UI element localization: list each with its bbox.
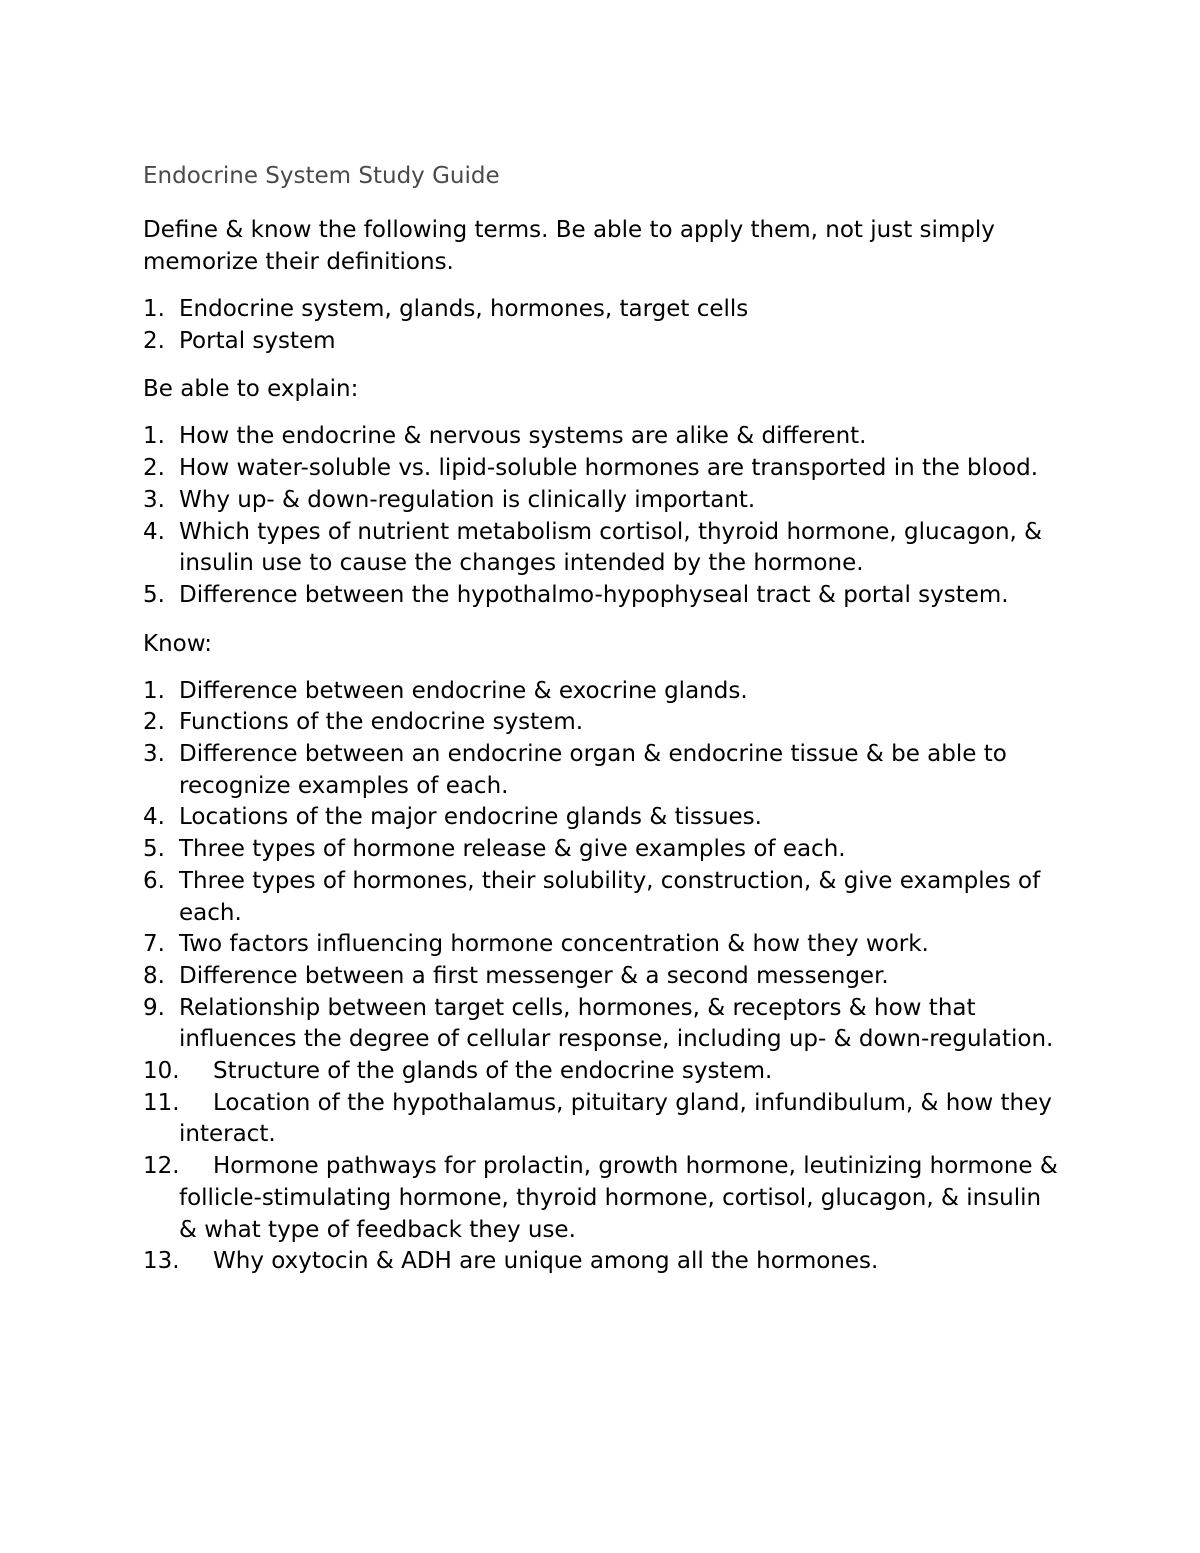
list-number: 12. (143, 1153, 180, 1180)
list-number: 3. (143, 486, 165, 513)
list-text: Why oxytocin & ADH are unique among all the hormones. (213, 1248, 879, 1275)
list-item (143, 326, 1060, 358)
list-number: 2. (143, 709, 165, 736)
list-item (143, 485, 1060, 517)
list-text: Why up- & down-regulation is clinically important. (179, 486, 756, 513)
list-number: 2. (143, 327, 165, 354)
explain-list (143, 421, 1060, 611)
list-item (143, 294, 1060, 326)
list-text: Structure of the glands of the endocrine system. (213, 1058, 773, 1085)
list-item (143, 707, 1060, 739)
list-item (143, 961, 1060, 993)
list-number: 6. (143, 867, 165, 894)
list-item (143, 1088, 1060, 1151)
list-text: How water-soluble vs. lipid-soluble hormones are transported in the blood. (179, 455, 1039, 482)
list-number: 11. (143, 1089, 180, 1116)
list-item (143, 993, 1060, 1056)
list-item (143, 1056, 1060, 1088)
list-item (143, 517, 1060, 580)
list-number: 13. (143, 1248, 180, 1275)
list-text: Which types of nutrient metabolism cortisol, thyroid hormone, glucagon, & insulin use to cause the changes intended by the hormone. (179, 518, 1043, 577)
list-text: Two factors influencing hormone concentration & how they work. (179, 931, 929, 958)
list-text: Location of the hypothalamus, pituitary gland, infundibulum, & how they interact. (179, 1089, 1052, 1148)
list-number: 5. (143, 581, 165, 608)
list-number: 1. (143, 423, 165, 450)
know-heading: Know: (143, 630, 213, 657)
list-number: 1. (143, 296, 165, 322)
list-text: Portal system (179, 327, 336, 354)
list-number: 4. (143, 518, 165, 545)
list-item (143, 580, 1060, 612)
list-text: Three types of hormone release & give examples of each. (179, 836, 846, 863)
list-text: Difference between an endocrine organ & endocrine tissue & be able to recognize examples of each. (179, 741, 1007, 799)
list-number: 1. (143, 677, 165, 704)
list-text: Locations of the major endocrine glands & tissues. (179, 804, 762, 831)
list-text: Endocrine system, glands, hormones, target cells (179, 296, 749, 322)
list-number: 5. (143, 836, 165, 863)
list-item (143, 866, 1060, 929)
list-text: How the endocrine & nervous systems are alike & different. (179, 423, 867, 450)
list-item (143, 929, 1060, 961)
terms-list (143, 294, 1060, 357)
list-item (143, 834, 1060, 866)
list-item (143, 421, 1060, 453)
list-item (143, 453, 1060, 485)
list-text: Hormone pathways for prolactin, growth hormone, leutinizing hormone & follicle-stimulating hormone, thyroid hormone, cortisol, glucagon, & insulin & what type of feedback they use. (179, 1153, 1058, 1243)
list-text: Functions of the endocrine system. (179, 709, 584, 736)
know-list (143, 676, 1060, 1278)
list-item (143, 676, 1060, 708)
list-text: Difference between the hypothalmo-hypophyseal tract & portal system. (179, 581, 1009, 608)
document-title: Endocrine System Study Guide (143, 163, 500, 189)
list-number: 10. (143, 1058, 180, 1085)
list-text: Difference between endocrine & exocrine glands. (179, 677, 748, 704)
list-text: Three types of hormones, their solubility, construction, & give examples of each. (179, 867, 1041, 926)
list-item (143, 739, 1060, 802)
list-text: Relationship between target cells, hormones, & receptors & how that influences the degree of cellular response, including up- & down-regulation. (179, 994, 1054, 1053)
list-number: 2. (143, 455, 165, 482)
list-number: 3. (143, 741, 165, 768)
list-item (143, 1246, 1060, 1278)
list-number: 8. (143, 962, 165, 989)
list-text: Difference between a first messenger & a second messenger. (179, 962, 889, 989)
list-number: 9. (143, 994, 165, 1021)
list-number: 4. (143, 804, 165, 831)
list-item (143, 802, 1060, 834)
intro-paragraph: Define & know the following terms. Be able to apply them, not just simply memorize their definitions. (143, 217, 995, 275)
list-item (143, 1151, 1060, 1246)
list-number: 7. (143, 931, 165, 958)
explain-heading: Be able to explain: (143, 376, 359, 403)
